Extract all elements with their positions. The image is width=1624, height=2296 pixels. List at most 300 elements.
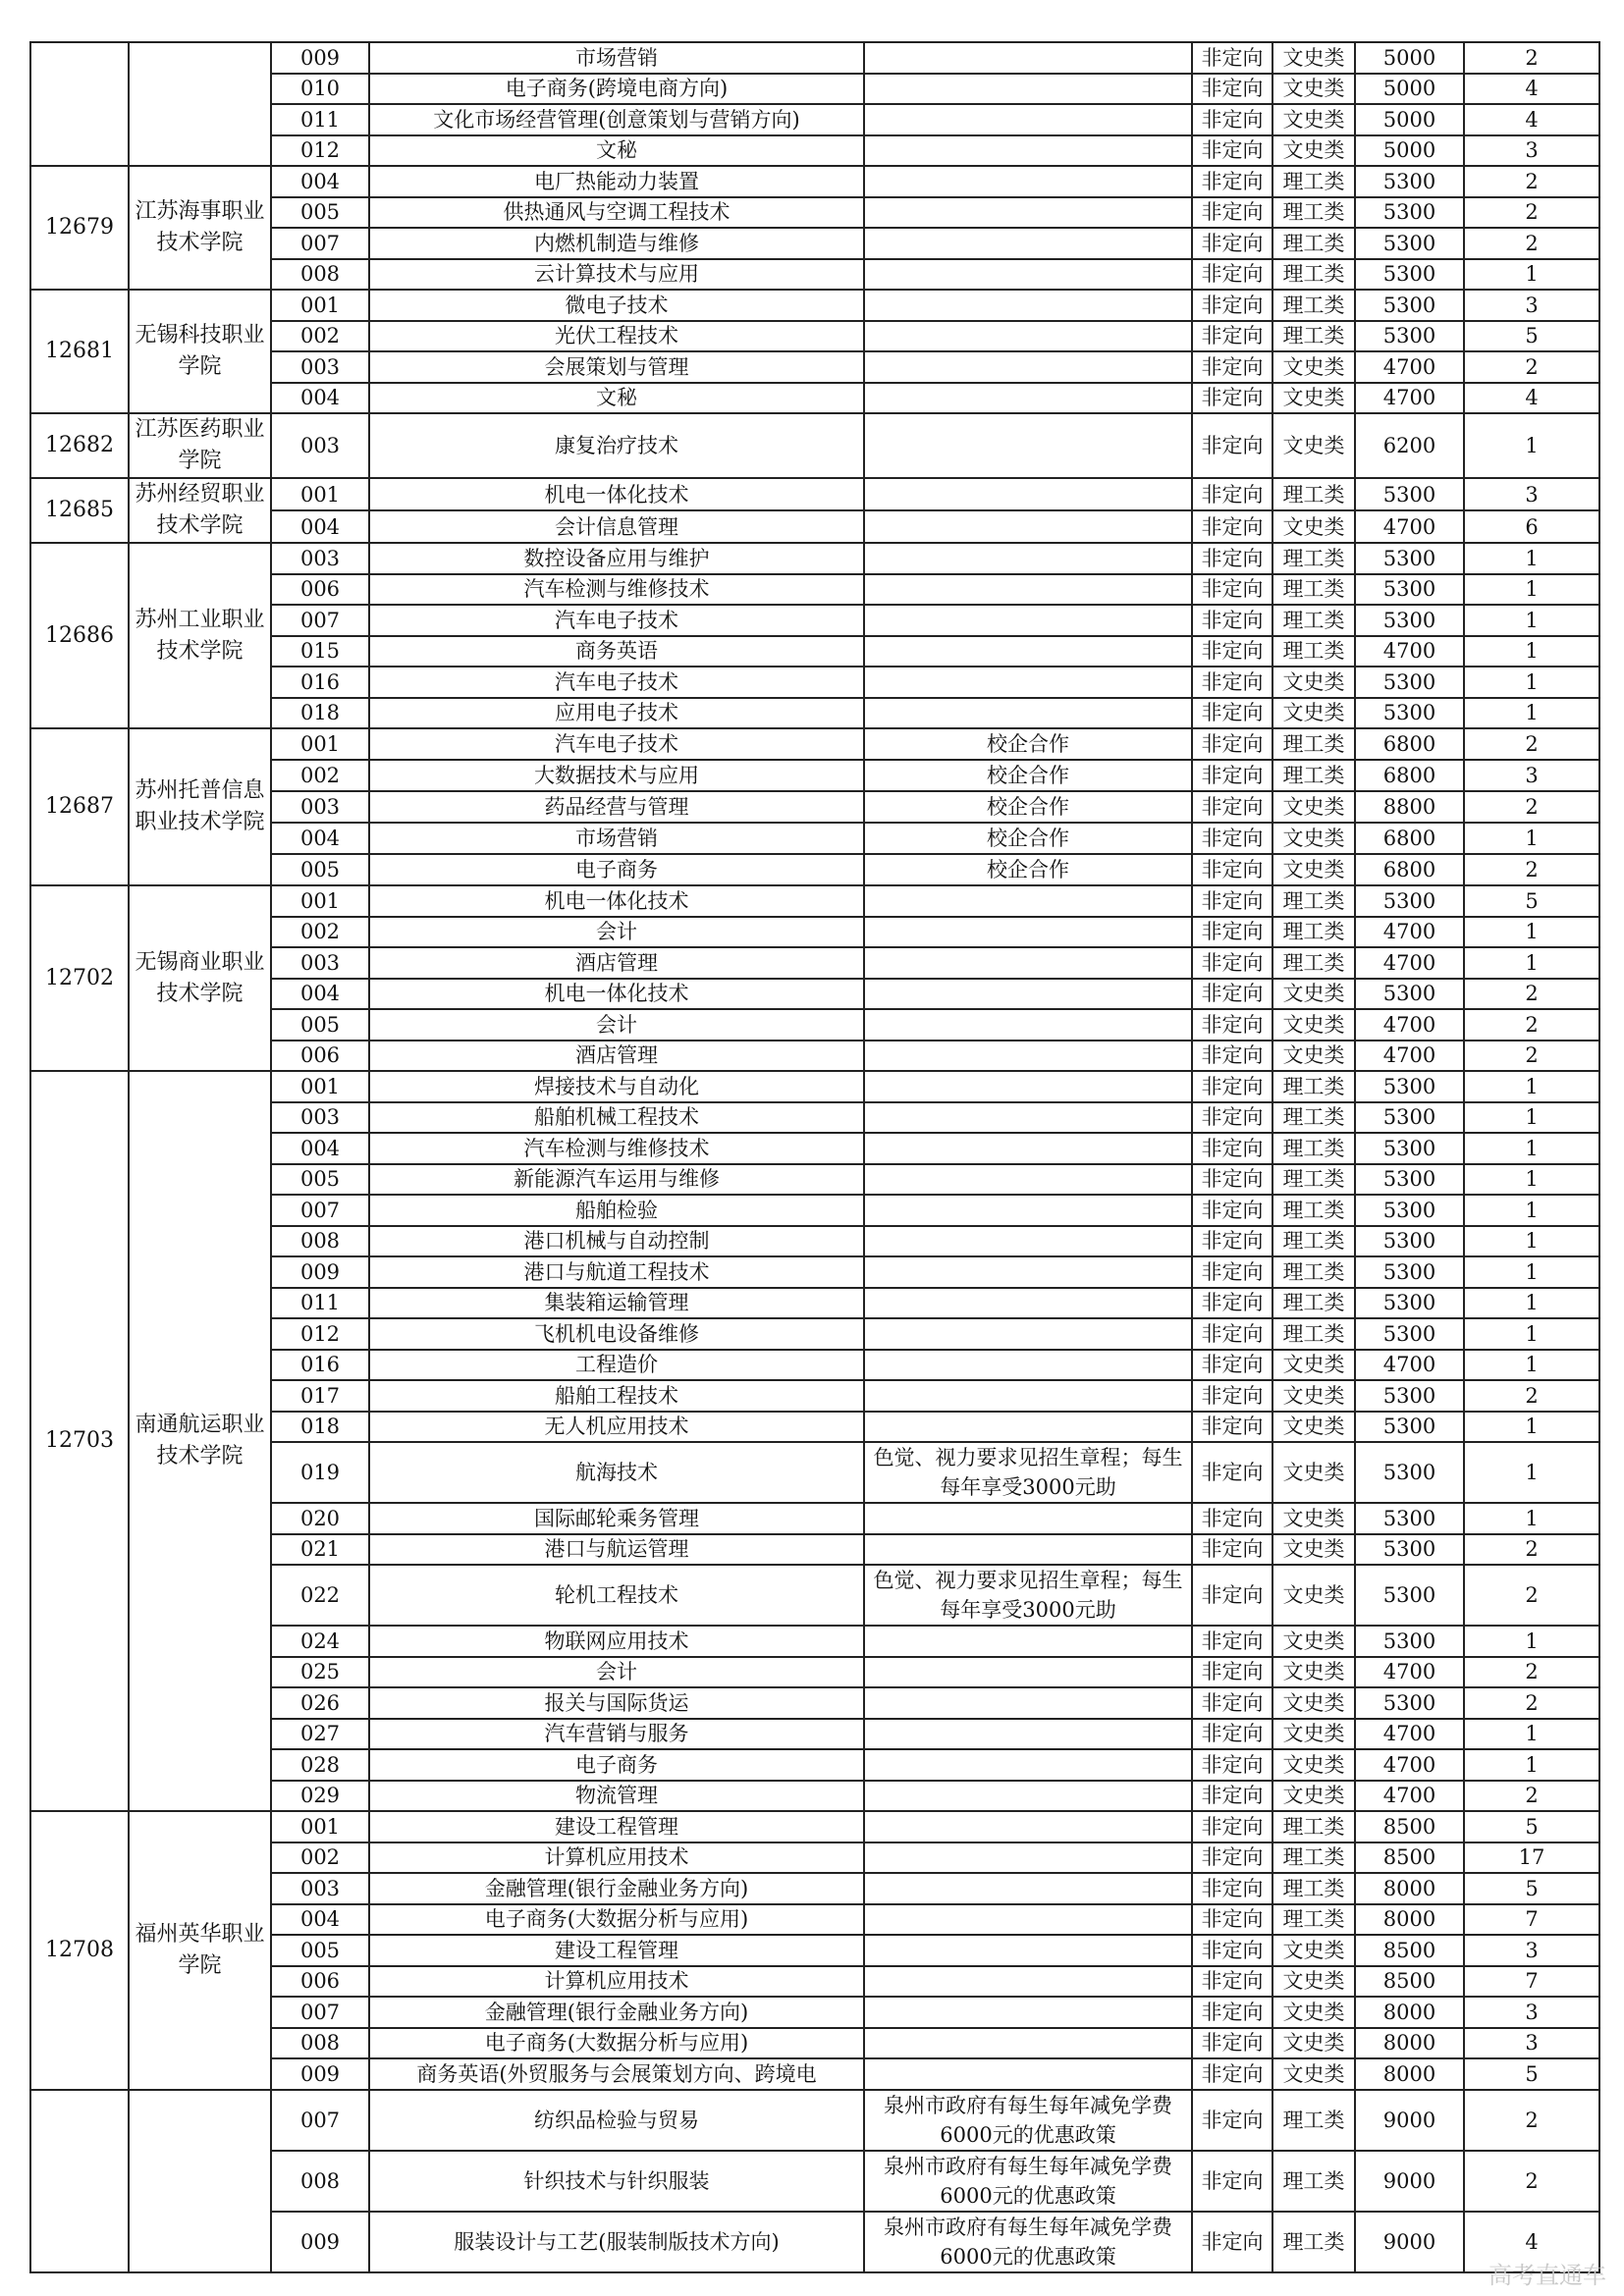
major-code: 002 [271,917,369,948]
major-code: 003 [271,543,369,574]
plan-count: 1 [1464,1626,1599,1657]
tuition: 5300 [1355,1288,1464,1319]
remark [864,947,1192,979]
subject-category: 文史类 [1272,1350,1355,1381]
tuition: 6800 [1355,823,1464,854]
remark [864,1781,1192,1812]
table-row [30,290,1599,321]
major-name: 金融管理(银行金融业务方向) [369,1997,864,2028]
remark [864,2058,1192,2090]
major-code: 006 [271,1966,369,1998]
subject-category: 理工类 [1272,1318,1355,1350]
plan-count: 3 [1464,290,1599,321]
subject-category: 文史类 [1272,383,1355,414]
major-code: 009 [271,2212,369,2272]
orientation: 非定向 [1192,760,1272,791]
major-name: 光伏工程技术 [369,321,864,352]
plan-count: 3 [1464,478,1599,510]
remark [864,917,1192,948]
subject-category: 文史类 [1272,1966,1355,1998]
plan-count: 1 [1464,1195,1599,1226]
subject-category: 理工类 [1272,728,1355,760]
major-code: 008 [271,2151,369,2212]
remark [864,290,1192,321]
remark [864,197,1192,229]
plan-count: 5 [1464,1873,1599,1904]
orientation: 非定向 [1192,1997,1272,2028]
orientation: 非定向 [1192,1041,1272,1072]
major-code: 004 [271,383,369,414]
major-name: 报关与国际货运 [369,1687,864,1719]
orientation: 非定向 [1192,2028,1272,2059]
orientation: 非定向 [1192,728,1272,760]
subject-category: 文史类 [1272,667,1355,698]
major-name: 无人机应用技术 [369,1412,864,1443]
major-name: 工程造价 [369,1350,864,1381]
major-code: 007 [271,1195,369,1226]
major-code: 003 [271,413,369,478]
major-code: 017 [271,1380,369,1412]
school-name: 无锡科技职业学院 [129,290,271,413]
remark [864,1288,1192,1319]
subject-category: 理工类 [1272,1164,1355,1196]
orientation: 非定向 [1192,605,1272,636]
plan-count: 7 [1464,1904,1599,1936]
table-row [30,885,1599,917]
table-row [30,166,1599,197]
remark [864,1873,1192,1904]
major-code: 026 [271,1687,369,1719]
table-row [30,1811,1599,1842]
school-code: 12681 [30,290,129,413]
subject-category: 理工类 [1272,760,1355,791]
subject-category: 理工类 [1272,166,1355,197]
remark [864,413,1192,478]
subject-category: 理工类 [1272,1071,1355,1102]
major-code: 011 [271,104,369,135]
remark [864,1719,1192,1750]
major-name: 新能源汽车运用与维修 [369,1164,864,1196]
plan-count: 1 [1464,413,1599,478]
tuition: 5300 [1355,1164,1464,1196]
major-code: 003 [271,1873,369,1904]
school-name: 苏州托普信息职业技术学院 [129,728,271,885]
plan-count: 1 [1464,1226,1599,1257]
remark [864,1811,1192,1842]
school-code: 12703 [30,1071,129,1811]
tuition: 8500 [1355,1966,1464,1998]
subject-category: 文史类 [1272,1041,1355,1072]
tuition: 4700 [1355,1041,1464,1072]
major-name: 市场营销 [369,823,864,854]
major-code: 012 [271,135,369,167]
remark [864,104,1192,135]
tuition: 4700 [1355,383,1464,414]
plan-count: 2 [1464,42,1599,74]
enrollment-plan-table [29,41,1600,2273]
plan-count: 1 [1464,698,1599,729]
major-name: 物联网应用技术 [369,1626,864,1657]
major-name: 汽车电子技术 [369,605,864,636]
remark [864,1626,1192,1657]
orientation: 非定向 [1192,228,1272,259]
remark: 校企合作 [864,760,1192,791]
remark [864,885,1192,917]
tuition: 5300 [1355,979,1464,1010]
plan-count: 5 [1464,885,1599,917]
subject-category: 文史类 [1272,1626,1355,1657]
major-name: 焊接技术与自动化 [369,1071,864,1102]
orientation: 非定向 [1192,1904,1272,1936]
major-code: 005 [271,1009,369,1041]
tuition: 5300 [1355,1071,1464,1102]
remark [864,1041,1192,1072]
subject-category: 文史类 [1272,42,1355,74]
subject-category: 文史类 [1272,1781,1355,1812]
major-code: 025 [271,1657,369,1688]
school-code: 12679 [30,166,129,290]
tuition: 5300 [1355,1442,1464,1503]
plan-count: 4 [1464,383,1599,414]
major-name: 港口与航道工程技术 [369,1256,864,1288]
school-code [30,2090,129,2272]
orientation: 非定向 [1192,2090,1272,2151]
plan-count: 1 [1464,823,1599,854]
major-name: 酒店管理 [369,1041,864,1072]
table-row [30,543,1599,574]
major-code: 001 [271,885,369,917]
subject-category: 理工类 [1272,1226,1355,1257]
subject-category: 理工类 [1272,917,1355,948]
plan-count: 4 [1464,74,1599,105]
major-code: 005 [271,854,369,885]
school-name [129,2090,271,2272]
tuition: 4700 [1355,917,1464,948]
orientation: 非定向 [1192,383,1272,414]
orientation: 非定向 [1192,979,1272,1010]
remark [864,1997,1192,2028]
plan-count: 1 [1464,1071,1599,1102]
major-name: 会计 [369,1009,864,1041]
subject-category: 理工类 [1272,947,1355,979]
plan-count: 5 [1464,321,1599,352]
subject-category: 理工类 [1272,1256,1355,1288]
plan-count: 2 [1464,728,1599,760]
plan-count: 1 [1464,605,1599,636]
major-name: 机电一体化技术 [369,885,864,917]
tuition: 8000 [1355,2028,1464,2059]
major-name: 汽车电子技术 [369,667,864,698]
major-name: 电子商务(大数据分析与应用) [369,1904,864,1936]
remark [864,2028,1192,2059]
subject-category: 理工类 [1272,478,1355,510]
major-name: 汽车电子技术 [369,728,864,760]
orientation: 非定向 [1192,823,1272,854]
major-name: 会计 [369,917,864,948]
plan-count: 1 [1464,1412,1599,1443]
tuition: 5300 [1355,197,1464,229]
plan-count: 2 [1464,1565,1599,1626]
major-name: 康复治疗技术 [369,413,864,478]
subject-category: 理工类 [1272,1102,1355,1134]
subject-category: 理工类 [1272,1133,1355,1164]
plan-count: 2 [1464,228,1599,259]
major-name: 汽车检测与维修技术 [369,1133,864,1164]
tuition: 4700 [1355,1719,1464,1750]
tuition: 5300 [1355,1102,1464,1134]
major-code: 001 [271,728,369,760]
major-code: 002 [271,321,369,352]
major-code: 005 [271,1164,369,1196]
plan-count: 6 [1464,510,1599,543]
major-code: 008 [271,1226,369,1257]
orientation: 非定向 [1192,1195,1272,1226]
orientation: 非定向 [1192,1256,1272,1288]
major-code: 010 [271,74,369,105]
orientation: 非定向 [1192,1626,1272,1657]
subject-category: 文史类 [1272,854,1355,885]
tuition: 5300 [1355,290,1464,321]
major-name: 电子商务 [369,1749,864,1781]
school-name: 无锡商业职业技术学院 [129,885,271,1071]
major-code: 012 [271,1318,369,1350]
major-code: 004 [271,1133,369,1164]
major-name: 文秘 [369,383,864,414]
plan-count: 1 [1464,917,1599,948]
tuition: 5300 [1355,605,1464,636]
subject-category: 文史类 [1272,413,1355,478]
tuition: 5000 [1355,42,1464,74]
tuition: 5300 [1355,1503,1464,1534]
major-name: 电子商务(跨境电商方向) [369,74,864,105]
plan-count: 17 [1464,1842,1599,1874]
tuition: 4700 [1355,1009,1464,1041]
orientation: 非定向 [1192,135,1272,167]
subject-category: 理工类 [1272,2090,1355,2151]
subject-category: 文史类 [1272,104,1355,135]
tuition: 8500 [1355,1935,1464,1966]
major-name: 市场营销 [369,42,864,74]
orientation: 非定向 [1192,351,1272,383]
major-name: 船舶工程技术 [369,1380,864,1412]
table-row [30,2090,1599,2151]
major-name: 船舶机械工程技术 [369,1102,864,1134]
subject-category: 理工类 [1272,1873,1355,1904]
remark [864,1009,1192,1041]
major-name: 酒店管理 [369,947,864,979]
tuition: 8000 [1355,1904,1464,1936]
major-code: 008 [271,259,369,291]
tuition: 4700 [1355,1657,1464,1688]
tuition: 5000 [1355,135,1464,167]
remark [864,1226,1192,1257]
remark: 校企合作 [864,823,1192,854]
school-name: 江苏医药职业学院 [129,413,271,478]
tuition: 5300 [1355,259,1464,291]
tuition: 5300 [1355,478,1464,510]
plan-count: 5 [1464,1811,1599,1842]
remark [864,42,1192,74]
subject-category: 理工类 [1272,2212,1355,2272]
plan-count: 1 [1464,259,1599,291]
plan-count: 2 [1464,854,1599,885]
remark [864,1503,1192,1534]
major-name: 会计信息管理 [369,510,864,543]
remark [864,259,1192,291]
orientation: 非定向 [1192,947,1272,979]
remark: 泉州市政府有每生每年减免学费6000元的优惠政策 [864,2212,1192,2272]
orientation: 非定向 [1192,1719,1272,1750]
plan-count: 4 [1464,104,1599,135]
plan-count: 2 [1464,1380,1599,1412]
major-name: 飞机机电设备维修 [369,1318,864,1350]
plan-count: 1 [1464,1749,1599,1781]
major-name: 商务英语 [369,636,864,667]
major-code: 007 [271,2090,369,2151]
major-code: 004 [271,823,369,854]
plan-count: 5 [1464,2058,1599,2090]
remark [864,74,1192,105]
major-name: 机电一体化技术 [369,979,864,1010]
subject-category: 文史类 [1272,1412,1355,1443]
remark [864,1842,1192,1874]
major-code: 008 [271,2028,369,2059]
orientation: 非定向 [1192,1009,1272,1041]
orientation: 非定向 [1192,321,1272,352]
major-code: 003 [271,947,369,979]
tuition: 5300 [1355,1626,1464,1657]
tuition: 5300 [1355,1226,1464,1257]
major-name: 会展策划与管理 [369,351,864,383]
subject-category: 文史类 [1272,351,1355,383]
major-code: 006 [271,1041,369,1072]
major-code: 016 [271,1350,369,1381]
major-code: 018 [271,1412,369,1443]
table-row [30,728,1599,760]
plan-count: 2 [1464,2090,1599,2151]
plan-count: 1 [1464,1442,1599,1503]
major-code: 004 [271,166,369,197]
subject-category: 文史类 [1272,1687,1355,1719]
remark [864,1164,1192,1196]
major-name: 会计 [369,1657,864,1688]
tuition: 8800 [1355,791,1464,823]
orientation: 非定向 [1192,1442,1272,1503]
remark [864,1534,1192,1566]
remark [864,166,1192,197]
remark [864,135,1192,167]
plan-count: 2 [1464,1041,1599,1072]
tuition: 5300 [1355,1534,1464,1566]
subject-category: 文史类 [1272,1935,1355,1966]
school-name: 福州英华职业学院 [129,1811,271,2090]
subject-category: 文史类 [1272,1009,1355,1041]
tuition: 6800 [1355,760,1464,791]
tuition: 5300 [1355,667,1464,698]
major-code: 002 [271,760,369,791]
subject-category: 文史类 [1272,1442,1355,1503]
subject-category: 理工类 [1272,574,1355,606]
school-name: 苏州工业职业技术学院 [129,543,271,728]
school-code: 12708 [30,1811,129,2090]
major-name: 大数据技术与应用 [369,760,864,791]
orientation: 非定向 [1192,636,1272,667]
subject-category: 文史类 [1272,1997,1355,2028]
school-name: 苏州经贸职业技术学院 [129,478,271,543]
tuition: 5300 [1355,1256,1464,1288]
remark: 校企合作 [864,728,1192,760]
plan-count: 2 [1464,166,1599,197]
major-name: 轮机工程技术 [369,1565,864,1626]
major-name: 航海技术 [369,1442,864,1503]
major-name: 文化市场经营管理(创意策划与营销方向) [369,104,864,135]
major-code: 028 [271,1749,369,1781]
major-code: 018 [271,698,369,729]
tuition: 4700 [1355,1781,1464,1812]
major-name: 云计算技术与应用 [369,259,864,291]
subject-category: 理工类 [1272,1288,1355,1319]
major-name: 电子商务 [369,854,864,885]
major-name: 物流管理 [369,1781,864,1812]
orientation: 非定向 [1192,1966,1272,1998]
tuition: 5300 [1355,1687,1464,1719]
remark [864,228,1192,259]
tuition: 5300 [1355,543,1464,574]
major-code: 004 [271,979,369,1010]
remark: 泉州市政府有每生每年减免学费6000元的优惠政策 [864,2090,1192,2151]
major-code: 009 [271,42,369,74]
tuition: 4700 [1355,636,1464,667]
major-code: 009 [271,2058,369,2090]
major-code: 024 [271,1626,369,1657]
tuition: 9000 [1355,2090,1464,2151]
orientation: 非定向 [1192,197,1272,229]
school-name [129,42,271,166]
tuition: 4700 [1355,1350,1464,1381]
plan-count: 1 [1464,574,1599,606]
major-name: 计算机应用技术 [369,1842,864,1874]
major-name: 数控设备应用与维护 [369,543,864,574]
plan-count: 1 [1464,1719,1599,1750]
orientation: 非定向 [1192,917,1272,948]
table-row [30,1071,1599,1102]
plan-count: 1 [1464,1256,1599,1288]
orientation: 非定向 [1192,574,1272,606]
school-code: 12687 [30,728,129,885]
subject-category: 文史类 [1272,1749,1355,1781]
major-code: 015 [271,636,369,667]
major-name: 建设工程管理 [369,1935,864,1966]
tuition: 8500 [1355,1842,1464,1874]
major-name: 电厂热能动力装置 [369,166,864,197]
remark: 色觉、视力要求见招生章程；每生每年享受3000元助 [864,1442,1192,1503]
orientation: 非定向 [1192,1288,1272,1319]
orientation: 非定向 [1192,413,1272,478]
remark [864,636,1192,667]
major-name: 服装设计与工艺(服装制版技术方向) [369,2212,864,2272]
remark [864,321,1192,352]
major-code: 003 [271,791,369,823]
remark [864,1657,1192,1688]
plan-count: 1 [1464,1288,1599,1319]
plan-count: 1 [1464,1318,1599,1350]
plan-count: 3 [1464,760,1599,791]
tuition: 5300 [1355,1565,1464,1626]
subject-category: 文史类 [1272,1565,1355,1626]
tuition: 5300 [1355,321,1464,352]
orientation: 非定向 [1192,1350,1272,1381]
tuition: 6200 [1355,413,1464,478]
